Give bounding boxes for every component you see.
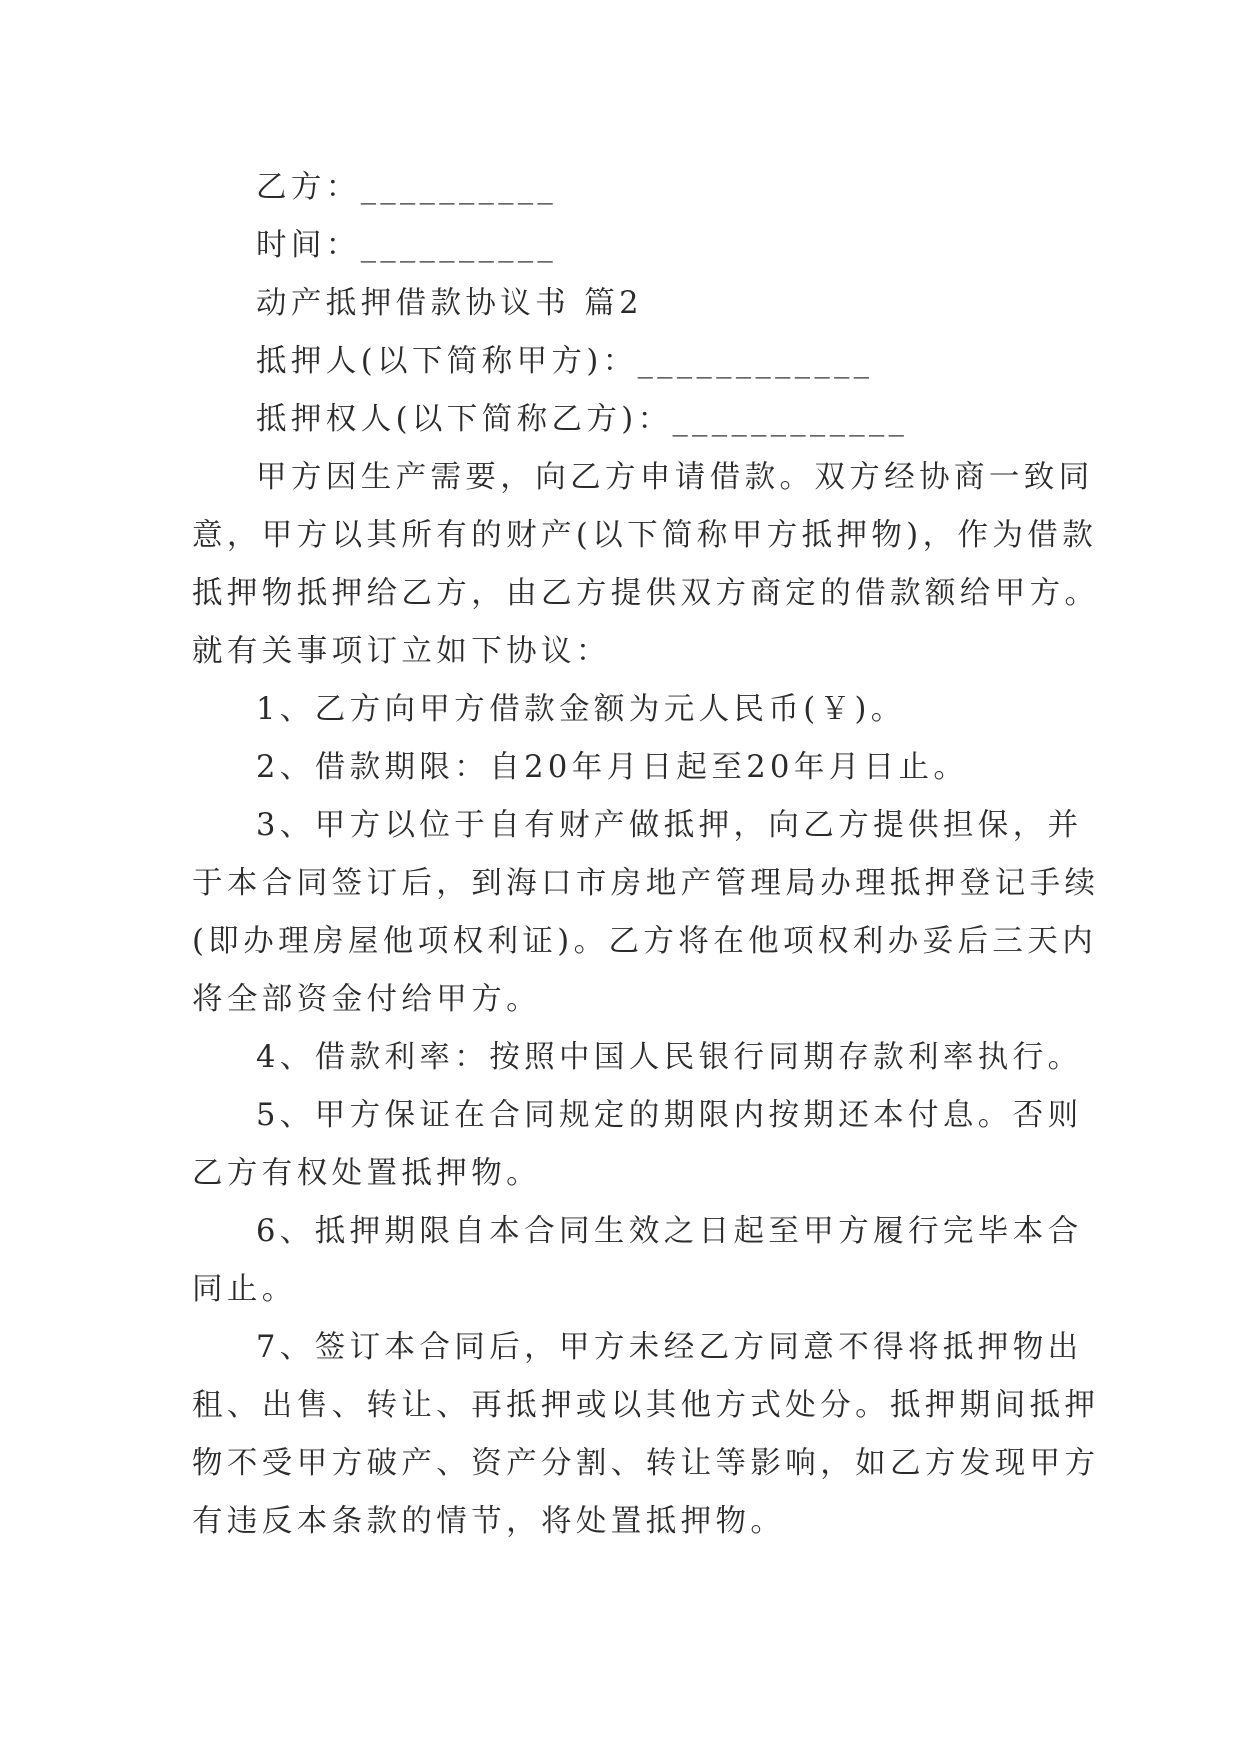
paragraph-line: 意，甲方以其所有的财产(以下简称甲方抵押物)，作为借款 (192, 518, 1098, 553)
party-b-field (256, 168, 557, 208)
field-label: 抵押权人(以下简称乙方)： (256, 402, 673, 437)
clause-1: 1、乙方向甲方借款金额为元人民币(￥)。 (256, 692, 906, 727)
paragraph-line: 于本合同签订后，到海口市房地产管理局办理抵押登记手续 (192, 866, 1100, 901)
paragraph-line: 5、甲方保证在合同规定的期限内按期还本付息。否则 (256, 1098, 1083, 1133)
paragraph-line: 甲方因生产需要，向乙方申请借款。双方经协商一致同 (256, 460, 1094, 495)
clause-2: 2、借款期限：自20年月日起至20年月日止。 (256, 750, 969, 785)
paragraph-line: 7、签订本合同后，甲方未经乙方同意不得将抵押物出 (256, 1330, 1083, 1365)
paragraph-line: 有违反本条款的情节，将处置抵押物。 (192, 1504, 786, 1539)
field-blank: ____________ (637, 344, 874, 379)
field-label: 时间： (256, 228, 361, 263)
date-field (256, 226, 557, 266)
paragraph-line: 抵押物抵押给乙方，由乙方提供双方商定的借款额给甲方。 (192, 576, 1100, 611)
paragraph-line: 乙方有权处置抵押物。 (192, 1156, 541, 1191)
paragraph-line: 3、甲方以位于自有财产做抵押，向乙方提供担保，并 (256, 808, 1083, 843)
paragraph-line: 同止。 (192, 1272, 297, 1307)
field-blank: __________ (360, 170, 558, 205)
mortgagor-field (256, 342, 873, 382)
clause-4: 4、借款利率：按照中国人民银行同期存款利率执行。 (256, 1040, 1083, 1075)
paragraph-line: 租、出售、转让、再抵押或以其他方式处分。抵押期间抵押 (192, 1388, 1100, 1423)
field-blank: ____________ (672, 402, 909, 437)
mortgagee-field (256, 400, 908, 440)
field-label: 乙方： (256, 170, 361, 205)
paragraph-line: 就有关事项订立如下协议： (192, 634, 611, 669)
section-title: 动产抵押借款协议书 篇2 (256, 286, 643, 321)
paragraph-line: 将全部资金付给甲方。 (192, 982, 541, 1017)
paragraph-line: (即办理房屋他项权利证)。乙方将在他项权利办妥后三天内 (192, 924, 1098, 959)
paragraph-line: 6、抵押期限自本合同生效之日起至甲方履行完毕本合 (256, 1214, 1083, 1249)
field-blank: __________ (360, 228, 558, 263)
field-label: 抵押人(以下简称甲方)： (256, 344, 638, 379)
paragraph-line: 物不受甲方破产、资产分割、转让等影响，如乙方发现甲方 (192, 1446, 1100, 1481)
